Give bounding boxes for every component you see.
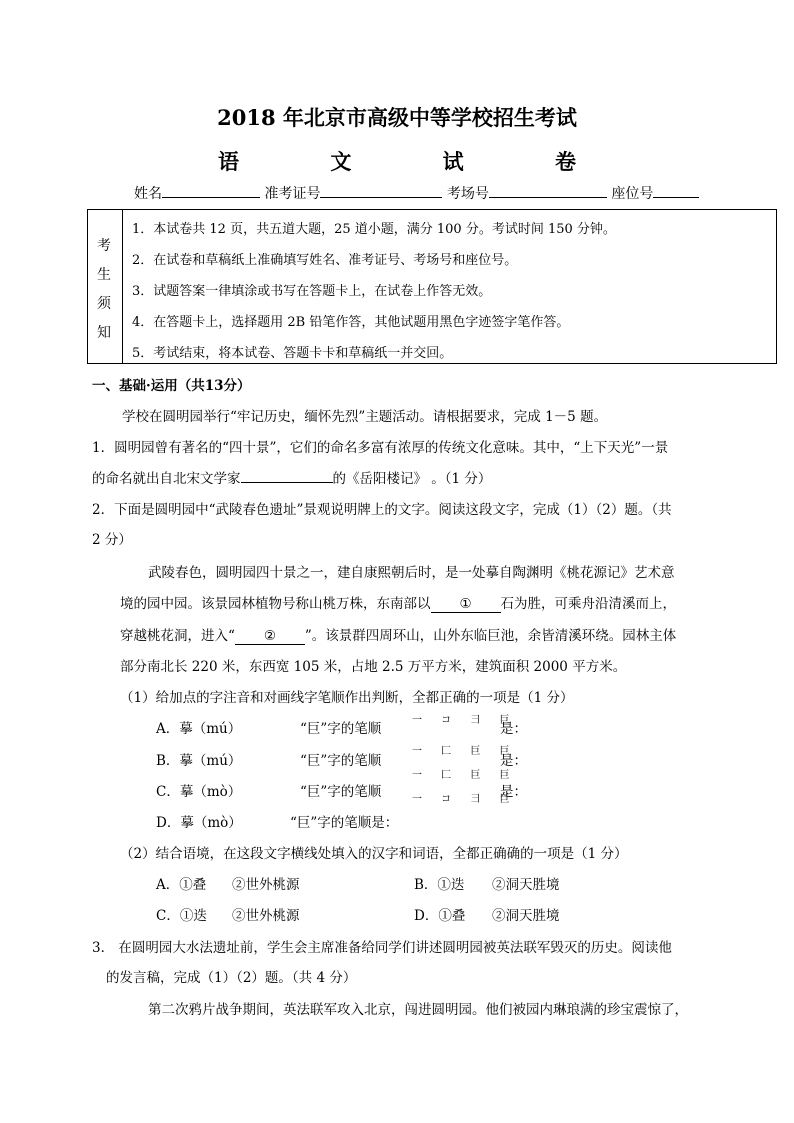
passage-text: 穿越桃花洞，进入“ <box>120 628 235 644</box>
option-a-word: ②世外桃源 <box>232 877 300 893</box>
option-b[interactable]: B．摹（mú） <box>156 753 242 769</box>
option-d[interactable]: D．①叠 <box>414 908 466 924</box>
option-c-word: ②世外桃源 <box>232 908 300 924</box>
is-label: 是： <box>500 753 527 769</box>
option-a[interactable]: A．①叠 <box>156 877 207 893</box>
stroke-label: “巨”字的笔顺 <box>300 753 382 769</box>
option-c[interactable]: C．摹（mò） <box>156 784 242 800</box>
passage-line: 武陵春色，圆明园四十景之一，建自康熙朝后时，是一处摹自陶渊明《桃花源记》艺术意 <box>148 565 675 581</box>
room-blank[interactable] <box>489 183 607 198</box>
exam-notice-box <box>87 209 777 364</box>
stroke-label: “巨”字的笔顺 <box>300 784 382 800</box>
option-c[interactable]: C．①迭 <box>156 908 207 924</box>
stroke-label: “巨”字的笔顺是： <box>290 815 399 831</box>
notice-item: 3．试题答案一律填涂或书写在答题卡上，在试卷上作答无效。 <box>132 284 492 299</box>
question-3-line: 的发言稿，完成（1）（2）题。（共 4 分） <box>106 970 357 986</box>
notice-head-char: 须 <box>97 296 111 312</box>
id-fields-line <box>134 183 699 203</box>
exam-no-blank[interactable] <box>320 183 442 198</box>
sub-question-1: （1）给加点的字注音和对画线字笔顺作出判断，全都正确的一项是（1 分） <box>120 690 574 706</box>
question-1-line <box>92 467 491 487</box>
option-d-word: ②洞天胜境 <box>492 908 560 924</box>
question-3-passage: 第二次鸦片战争期间，英法联军攻入北京，闯进圆明园。他们被园内琳琅满的珍宝震惊了， <box>148 1002 688 1018</box>
stroke-label: “巨”字的笔顺 <box>300 721 382 737</box>
name-blank[interactable] <box>162 183 260 198</box>
notice-item: 4．在答题卡上，选择题用 2B 铅笔作答，其他试题用黑色字迹签字笔作答。 <box>132 315 570 330</box>
passage-text: 境的园中园。该景园林植物号称山桃万株，东南部以 <box>120 596 431 612</box>
passage-text: 石为胜，可乘舟沿清溪而上， <box>500 596 676 612</box>
stroke-order: 一 匚 巨 巨 <box>412 770 518 781</box>
q1-text: 的命名就出自北宋文学家 <box>92 471 241 487</box>
option-b-word: ②洞天胜境 <box>492 877 560 893</box>
stroke-order: 一 コ 彐 巨 <box>412 794 518 805</box>
passage-line: 部分南北长 220 米，东西宽 105 米，占地 2.5 万平方米，建筑面积 2000 平方米。 <box>120 659 627 675</box>
option-b[interactable]: B．①迭 <box>414 877 465 893</box>
notice-item: 5．考试结束，将本试卷、答题卡卡和草稿纸一并交回。 <box>132 346 453 361</box>
question-2-line: 2．下面是圆明园中“武陵春色遗址”景观说明牌上的文字。阅读这段文字，完成（1）（2）题。（共 <box>92 502 672 518</box>
notice-head-char: 生 <box>97 267 111 283</box>
section-intro: 学校在圆明园举行“牢记历史，缅怀先烈”主题活动。请根据要求，完成 1－5 题。 <box>122 409 608 425</box>
q1-text: 的《岳阳楼记》 。（1 分） <box>332 471 492 487</box>
notice-head-char: 考 <box>97 238 111 254</box>
question-1-line: 1．圆明园曾有著名的“四十景”，它们的命名多富有浓厚的传统文化意味。其中，“上下天光”一景 <box>92 440 669 456</box>
stroke-order: 一 コ 彐 巨 <box>412 715 518 726</box>
seat-blank[interactable] <box>653 183 699 198</box>
passage-blank-2[interactable]: ② <box>235 628 305 645</box>
passage-line <box>120 624 676 645</box>
is-label: 是： <box>500 721 527 737</box>
question-3-line: 3． 在圆明园大水法遗址前，学生会主席准备给同学们讲述圆明园被英法联军毁灭的历史。阅读他 <box>92 940 672 956</box>
question-2-line: 2 分） <box>92 532 132 548</box>
is-label: 是： <box>500 784 527 800</box>
passage-line <box>120 592 676 613</box>
sub-question-2: （2）结合语境，在这段文字横线处填入的汉字和词语，全都正确确的一项是（1 分） <box>120 846 628 862</box>
section-heading: 一、基础·运用（共13分） <box>92 378 251 394</box>
exam-no-label: 准考证号 <box>264 186 321 202</box>
name-label: 姓名 <box>134 186 162 202</box>
seat-label: 座位号 <box>611 186 654 202</box>
notice-item: 1．本试卷共 12 页，共五道大题，25 道小题，满分 100 分。考试时间 150 分钟。 <box>132 222 616 237</box>
page-subtitle: 语 文 试 卷 <box>218 149 618 174</box>
stroke-order: 一 匚 巨 巨 <box>412 746 518 757</box>
notice-head-char: 知 <box>97 325 111 341</box>
page-title: 2018 年北京市高级中等学校招生考试 <box>217 105 577 130</box>
notice-heading <box>88 210 123 363</box>
notice-item: 2．在试卷和草稿纸上准确填写姓名、准考证号、考场号和座位号。 <box>132 253 518 268</box>
room-label: 考场号 <box>446 186 489 202</box>
passage-blank-1[interactable]: ① <box>431 596 501 613</box>
option-d[interactable]: D．摹（mò） <box>156 815 242 831</box>
option-a[interactable]: A．摹（mú） <box>156 721 242 737</box>
q1-answer-blank[interactable] <box>241 468 333 483</box>
passage-text: ”。该景群四周环山，山外东临巨池，余皆清溪环绕。园林主体 <box>304 628 677 644</box>
